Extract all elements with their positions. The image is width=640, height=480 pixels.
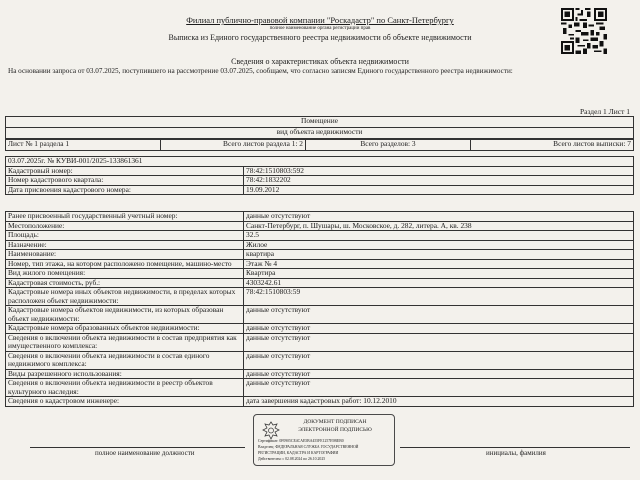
signature-certificate: Сертификат: 0F0905CE4CAE5BA455FE1257E9BEB0 <box>258 439 344 443</box>
signature-owner-cont: РЕГИСТРАЦИИ, КАДАСТРА И КАРТОГРАФИИ <box>258 451 339 455</box>
section-sheet-label: Раздел 1 Лист 1 <box>579 107 630 116</box>
row-value: дата завершения кадастровых работ: 10.12.2010 <box>244 397 634 407</box>
table-row <box>6 221 634 231</box>
name-line <box>400 447 630 448</box>
row-label: Сведения о включении объекта недвижимости в реестр объектов культурного наследия: <box>6 379 244 397</box>
row-value: 19.09.2012 <box>244 185 634 195</box>
table-row <box>6 379 634 397</box>
row-label: Кадастровые номера иных объектов недвижимости, в пределах которых расположен объект недвижимости: <box>6 288 244 306</box>
row-value: 32.5 <box>244 231 634 241</box>
row-label: Кадастровые номера образованных объектов недвижимости: <box>6 324 244 334</box>
table-row <box>6 269 634 279</box>
extract-sheets-total: Всего листов выписки: 7 <box>471 140 634 151</box>
qr-code <box>561 8 607 54</box>
signature-owner: Владелец: ФЕДЕРАЛЬНАЯ СЛУЖБА ГОСУДАРСТВЕННОЙ <box>258 445 359 449</box>
table-row <box>6 259 634 269</box>
row-label: Виды разрешенного использования: <box>6 369 244 379</box>
object-type-table <box>5 116 634 139</box>
row-label: Площадь: <box>6 231 244 241</box>
object-type-caption: вид объекта недвижимости <box>6 128 634 139</box>
row-value: 78:42:1510803:592 <box>244 166 634 176</box>
row-value: данные отсутствуют <box>244 324 634 334</box>
table-gap <box>6 195 634 212</box>
row-value: квартира <box>244 250 634 260</box>
org-name: Филиал публично-правовой компании "Роскадастр" по Санкт-Петербургу <box>186 15 454 25</box>
row-label: Сведения о включении объекта недвижимости в состав предприятия как имущественного комплекса: <box>6 333 244 351</box>
table-row <box>6 306 634 324</box>
row-label: Кадастровые номера объектов недвижимости, из которых образован объект недвижимости: <box>6 306 244 324</box>
row-value: Квартира <box>244 269 634 279</box>
row-label: Ранее присвоенный государственный учетный номер: <box>6 212 244 222</box>
row-label: Дата присвоения кадастрового номера: <box>6 185 244 195</box>
sections-total: Всего разделов: 3 <box>306 140 471 151</box>
row-label: Местоположение: <box>6 221 244 231</box>
row-value: Санкт-Петербург, п. Шушары, ш. Московское, д. 282, литера. А, кв. 238 <box>244 221 634 231</box>
row-label: Номер кадастрового квартала: <box>6 176 244 186</box>
row-value: 4303242.61 <box>244 278 634 288</box>
section-title: Сведения о характеристиках объекта недвижимости <box>231 57 409 66</box>
sheet-info-table <box>5 139 634 151</box>
row-label: Вид жилого помещения: <box>6 269 244 279</box>
table-row <box>6 333 634 351</box>
org-subtitle: полное наименование органа регистрации прав <box>269 26 371 31</box>
row-value: Этаж № 4 <box>244 259 634 269</box>
position-caption: полное наименование должности <box>95 449 195 457</box>
row-value: 78:42:1832202 <box>244 176 634 186</box>
row-label: Кадастровый номер: <box>6 166 244 176</box>
table-row <box>6 288 634 306</box>
object-type-value: Помещение <box>6 117 634 128</box>
table-row <box>6 185 634 195</box>
row-label: Сведения о включении объекта недвижимости в состав единого недвижимого комплекса: <box>6 351 244 369</box>
name-caption: инициалы, фамилия <box>486 449 546 457</box>
characteristics-table <box>5 156 634 407</box>
row-label: Назначение: <box>6 240 244 250</box>
row-value: данные отсутствуют <box>244 306 634 324</box>
row-label: Наименование: <box>6 250 244 260</box>
row-value: 78:42:1510803:59 <box>244 288 634 306</box>
row-value: данные отсутствуют <box>244 212 634 222</box>
record-number: 03.07.2025г. № КУВИ-001/2025-133861361 <box>6 157 634 167</box>
row-value: данные отсутствуют <box>244 369 634 379</box>
signature-heading: ДОКУМЕНТ ПОДПИСАН <box>303 419 367 425</box>
table-row <box>6 324 634 334</box>
section-sheets-total: Всего листов раздела 1: 2 <box>161 140 306 151</box>
table-row <box>6 231 634 241</box>
table-row <box>6 176 634 186</box>
extract-title: Выписка из Единого государственного реестра недвижимости об объекте недвижимости <box>168 33 472 42</box>
table-row <box>6 240 634 250</box>
table-row <box>6 212 634 222</box>
signature-subheading: ЭЛЕКТРОННОЙ ПОДПИСЬЮ <box>298 427 372 433</box>
digital-signature-stamp <box>253 414 395 466</box>
row-label: Номер, тип этажа, на котором расположено помещение, машино-место <box>6 259 244 269</box>
row-label: Кадастровая стоимость, руб.: <box>6 278 244 288</box>
request-basis: На основании запроса от 03.07.2025, поступившего на рассмотрение 03.07.2025, сообщаем, что согласно записям Единого государственного реестра недвижимости: <box>8 67 513 75</box>
row-label: Сведения о кадастровом инженере: <box>6 397 244 407</box>
row-value: данные отсутствуют <box>244 333 634 351</box>
sheet-number: Лист № 1 раздела 1 <box>6 140 161 151</box>
row-value: данные отсутствуют <box>244 379 634 397</box>
row-value: данные отсутствуют <box>244 351 634 369</box>
signature-validity: Действителен: с 02.08.2024 по 26.10.2025 <box>258 457 326 461</box>
table-row <box>6 397 634 407</box>
row-value: Жилое <box>244 240 634 250</box>
table-row <box>6 351 634 369</box>
table-row <box>6 250 634 260</box>
position-line <box>30 447 245 448</box>
